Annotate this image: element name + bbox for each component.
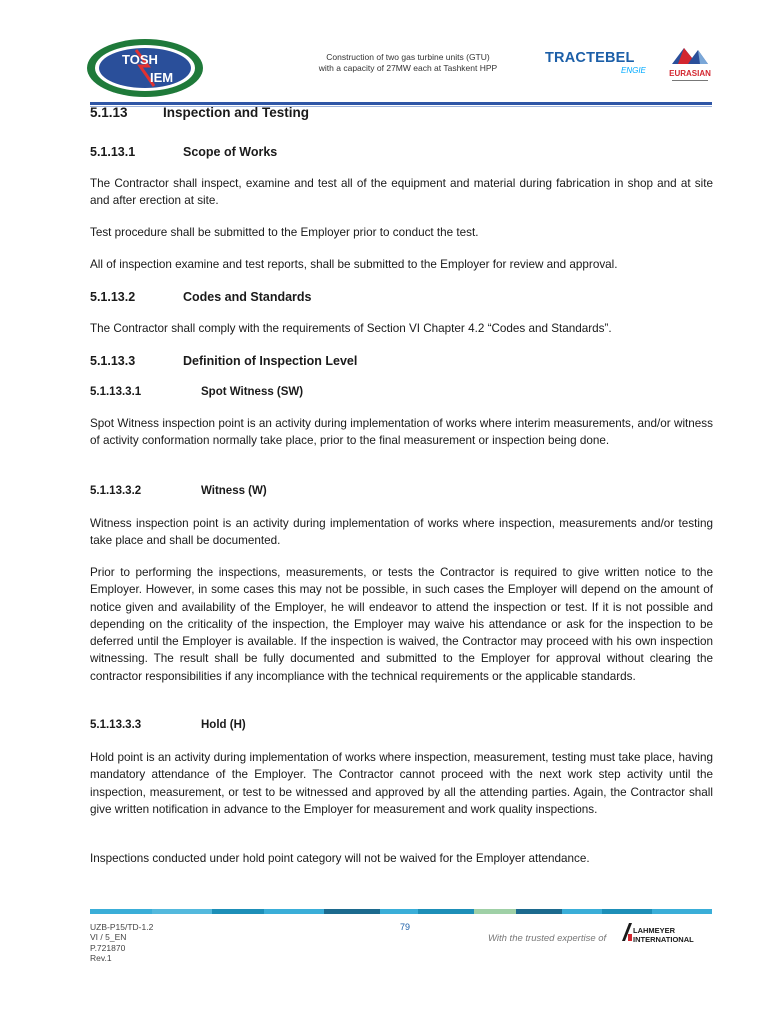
doc-code: UZB-P15/TD-1.2: [90, 922, 154, 932]
witness-number: 5.1.13.3.2: [90, 485, 142, 497]
section-title: Inspection and Testing: [163, 105, 310, 120]
lahmeyer-line-1: LAHMEYER: [633, 926, 676, 935]
witness-paragraph-2: Prior to performing the inspections, measurements, or tests the Contractor is required to give written notice to the Employer. However, in some cases this may not be possible, in such cases the Employer will depend on the amount of notice given and availability of the Employer, he will endeavor to attend the inspection or test. If it is not possible and depending on the criticality of the inspection, the Employer may waive his attendance or ask for the inspection to be deferred until the Employer is available. If the inspection is waived, the Contractor may proceed with his own inspection witnessing. The result shall be fully documented and submitted to the Employer for approval without clearing the contractor responsibilities if any incompliance with the technical requirements or the applicable standards.: [90, 566, 713, 683]
eurasian-mark-icon: [670, 44, 710, 66]
scope-number: 5.1.13.1: [90, 145, 136, 159]
codes-paragraph-1: The Contractor shall comply with the requirements of Section VI Chapter 4.2 “Codes and Standards”.: [90, 322, 612, 335]
scope-paragraph-2: Test procedure shall be submitted to the Employer prior to conduct the test.: [90, 226, 479, 239]
definition-heading: [90, 354, 358, 368]
scope-heading: [90, 145, 278, 159]
scope-title: Scope of Works: [183, 145, 278, 159]
witness-heading: [90, 485, 267, 497]
project-title: [258, 52, 558, 74]
witness-title: Witness (W): [201, 485, 267, 497]
spot-heading: [90, 386, 304, 398]
hold-paragraph-1: Hold point is an activity during implementation of works where inspection, measurement, testing must take place, having mandatory attendance of the Employer. The Contractor cannot proceed with the next work step activity until the inspection, measurement, or test to be witnessed and approved by all the attending parties. Again, the Contractor shall give written notification in advance to the Employer for measurement and work quality inspections.: [90, 751, 713, 816]
lahmeyer-line-2: INTERNATIONAL: [633, 934, 694, 944]
spot-number: 5.1.13.3.1: [90, 386, 142, 398]
project-number: P.721870: [90, 942, 126, 953]
hold-heading: [90, 719, 246, 731]
codes-heading: [90, 290, 312, 304]
project-line-2: with a capacity of 27MW each at Tashkent HPP: [318, 63, 498, 73]
spot-paragraph-1: Spot Witness inspection point is an activity during implementation of works where interim measurements, and/or witness of activity conformation normally take place, prior to the final measurement or inspection being done.: [90, 417, 713, 448]
codes-title: Codes and Standards: [183, 290, 312, 304]
hold-number: 5.1.13.3.3: [90, 719, 142, 731]
section-number: 5.1.13: [90, 105, 128, 120]
section-heading: [90, 105, 310, 120]
hold-paragraph-2: Inspections conducted under hold point category will not be waived for the Employer attendance.: [90, 852, 590, 865]
scope-paragraph-3: All of inspection examine and test reports, shall be submitted to the Employer for review and approval.: [90, 258, 618, 271]
toshiem-logo: [86, 38, 204, 98]
page-header: [0, 0, 768, 106]
footer-color-bar: [90, 909, 712, 914]
logo-bottom-text: IEM: [150, 70, 174, 85]
eurasian-underline: [672, 80, 708, 84]
spot-title: Spot Witness (SW): [201, 386, 304, 398]
page-number: 79: [400, 922, 411, 932]
footer-doc-info: [90, 922, 153, 964]
tractebel-logo: TRACTEBEL: [545, 50, 635, 66]
scope-paragraph-1: The Contractor shall inspect, examine and test all of the equipment and material during fabrication in shop and at site and after erection at site.: [90, 177, 713, 208]
codes-number: 5.1.13.2: [90, 290, 136, 304]
eurasian-logo: [664, 44, 716, 84]
logo-top-text: TOSH: [122, 52, 158, 67]
eurasian-text: EURASIAN: [669, 69, 711, 78]
lahmeyer-logo-icon: [621, 922, 633, 942]
witness-paragraph-1: Witness inspection point is an activity during implementation of works where inspection, measurements and/or testing take place and shall be documented.: [90, 517, 713, 548]
trusted-expertise-text: With the trusted expertise of: [488, 933, 607, 944]
doc-volume: VI / 5_EN: [90, 932, 127, 943]
lahmeyer-text: [633, 927, 694, 944]
definition-title: Definition of Inspection Level: [183, 354, 358, 368]
project-line-1: Construction of two gas turbine units (GTU): [326, 52, 490, 62]
hold-title: Hold (H): [201, 719, 246, 731]
definition-number: 5.1.13.3: [90, 354, 136, 368]
revision: Rev.1: [90, 953, 112, 964]
engie-logo: ENGIE: [621, 66, 646, 75]
